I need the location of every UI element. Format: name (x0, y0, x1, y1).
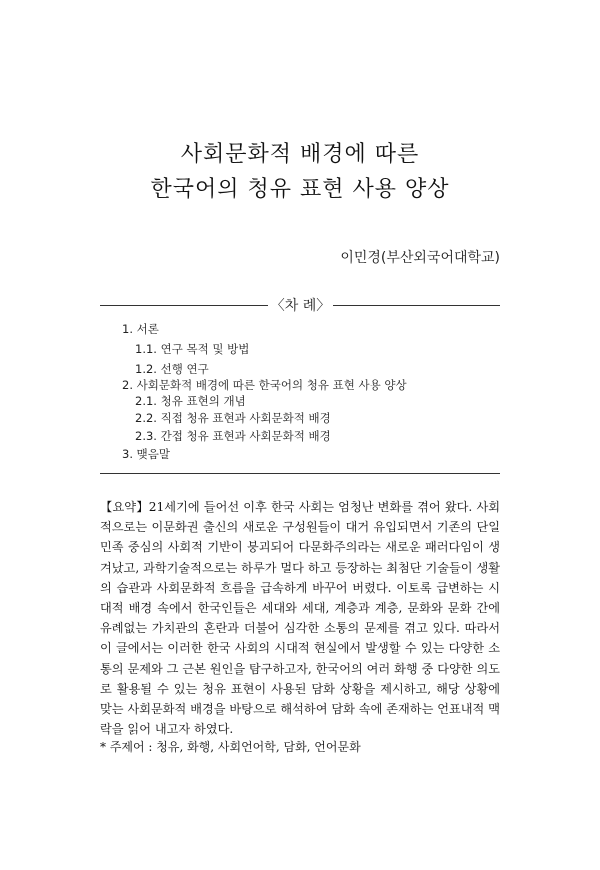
toc-item: 1.1. 연구 목적 및 방법 (135, 342, 250, 356)
author-affiliation: 이민경(부산외국어대학교) (340, 250, 500, 266)
toc-item: 1. 서론 (122, 322, 159, 336)
paper-title-line-2: 한국어의 청유 표현 사용 양상 (150, 177, 450, 202)
toc-heading: 〈차 례〉 (270, 298, 331, 314)
toc-item: 2.3. 간접 청유 표현과 사회문화적 배경 (135, 429, 331, 443)
toc-item: 2. 사회문화적 배경에 따른 한국어의 청유 표현 사용 양상 (122, 378, 407, 392)
paper-title-line-1: 사회문화적 배경에 따른 (180, 142, 420, 167)
toc-item: 2.2. 직접 청유 표현과 사회문화적 배경 (135, 411, 331, 425)
abstract-label: 【요약】 (100, 500, 149, 514)
toc-rule-left (100, 305, 268, 306)
abstract (100, 497, 500, 739)
toc-rule-right (333, 305, 500, 306)
toc-rule-bottom (100, 473, 500, 474)
abstract-text: 21세기에 들어선 이후 한국 사회는 엄청난 변화를 겪어 왔다. 사회적으로는 이문화권 출신의 새로운 구성원들이 대거 유입되면서 기존의 단일민족 중심의 사회적 기반이 붕괴되어 다문화주의라는 새로운 패러다임이 생겨났고, 과학기술적으로는 하루가 멀다 하고 등장하는 최첨단 기술들이 생활의 습관과 사회문화적 흐름을 급속하게 바꾸어 버렸다. 이토록 급변하는 시대적 배경 속에서 한국인들은 세대와 세대, 계층과 계층, 문화와 문화 간에 유례없는 가치관의 혼란과 더불어 심각한 소통의 문제를 겪고 있다. 따라서 이 글에서는 이러한 한국 사회의 시대적 현실에서 발생할 수 있는 다양한 소통의 문제와 그 근본 원인을 탐구하고자, 한국어의 여러 화행 중 다양한 의도로 활용될 수 있는 청유 표현이 사용된 담화 상황을 제시하고, 해당 상황에 맞는 사회문화적 배경을 바탕으로 해석하여 담화 속에 존재하는 언표내적 맥락을 읽어 내고자 하였다. (100, 500, 500, 737)
toc-item: 3. 맺음말 (122, 447, 170, 461)
toc-item: 1.2. 선행 연구 (135, 362, 209, 376)
keywords: * 주제어 : 청유, 화행, 사회언어학, 담화, 언어문화 (100, 740, 361, 754)
toc-item: 2.1. 청유 표현의 개념 (135, 394, 246, 408)
